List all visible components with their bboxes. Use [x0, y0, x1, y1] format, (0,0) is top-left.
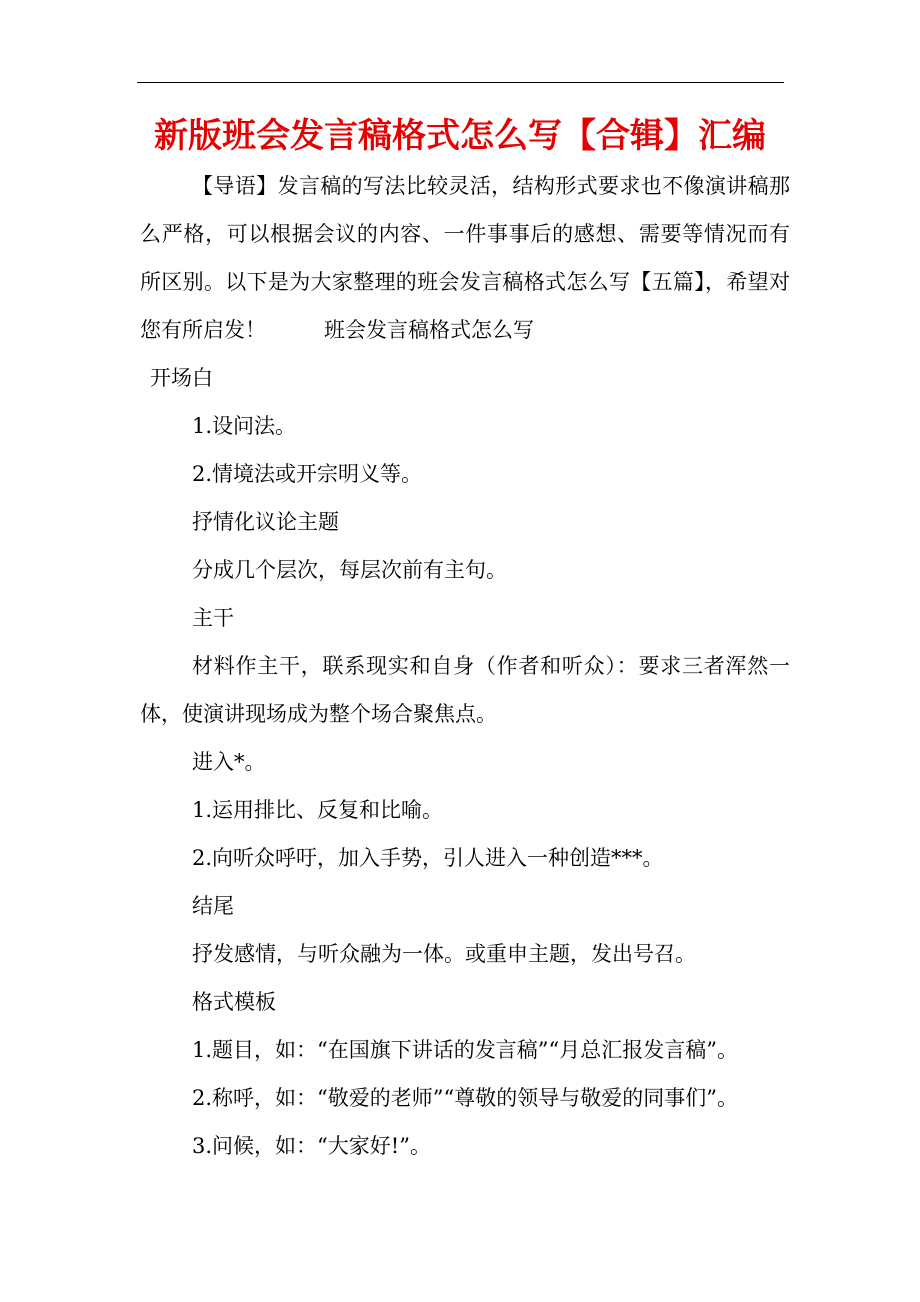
body-heading: 主干 — [192, 606, 234, 630]
opening-heading: 开场白 — [150, 366, 213, 390]
enter-item-2: 2.向听众呼吁，加入手势，引人进入一种创造***。 — [192, 846, 664, 870]
ending-heading: 结尾 — [192, 894, 234, 918]
template-heading: 格式模板 — [192, 990, 276, 1014]
template-item-1: 1.题目，如：“在国旗下讲话的发言稿”“月总汇报发言稿”。 — [192, 1038, 738, 1062]
ending-text: 抒发感情，与听众融为一体。或重申主题，发出号召。 — [192, 942, 696, 966]
document-title: 新版班会发言稿格式怎么写【合辑】汇编 — [154, 116, 766, 156]
theme-heading: 抒情化议论主题 — [192, 510, 339, 534]
enter-item-1: 1.运用排比、反复和比喻。 — [192, 798, 444, 822]
theme-text: 分成几个层次，每层次前有主句。 — [192, 558, 507, 582]
body-text: 材料作主干，联系现实和自身（作者和听众）：要求三者浑然一体，使演讲现场成为整个场合聚焦点。 — [140, 654, 790, 726]
template-item-3: 3.问候，如：“大家好!”。 — [192, 1134, 431, 1158]
intro-paragraph — [140, 162, 790, 354]
template-item-2: 2.称呼，如：“敬爱的老师”“尊敬的领导与敬爱的同事们”。 — [192, 1086, 738, 1110]
opening-item-2: 2.情境法或开宗明义等。 — [192, 462, 423, 486]
enter-heading: 进入*。 — [192, 750, 266, 774]
header-rule — [137, 82, 784, 83]
intro-text: 【导语】发言稿的写法比较灵活，结构形式要求也不像演讲稿那么严格，可以根据会议的内容、一件事事后的感想、需要等情况而有所区别。以下是为大家整理的班会发言稿格式怎么写【五篇】，希望对您有所启发！ — [140, 174, 790, 342]
intro-heading: 班会发言稿格式怎么写 — [324, 318, 534, 342]
opening-item-1: 1.设问法。 — [192, 414, 297, 438]
